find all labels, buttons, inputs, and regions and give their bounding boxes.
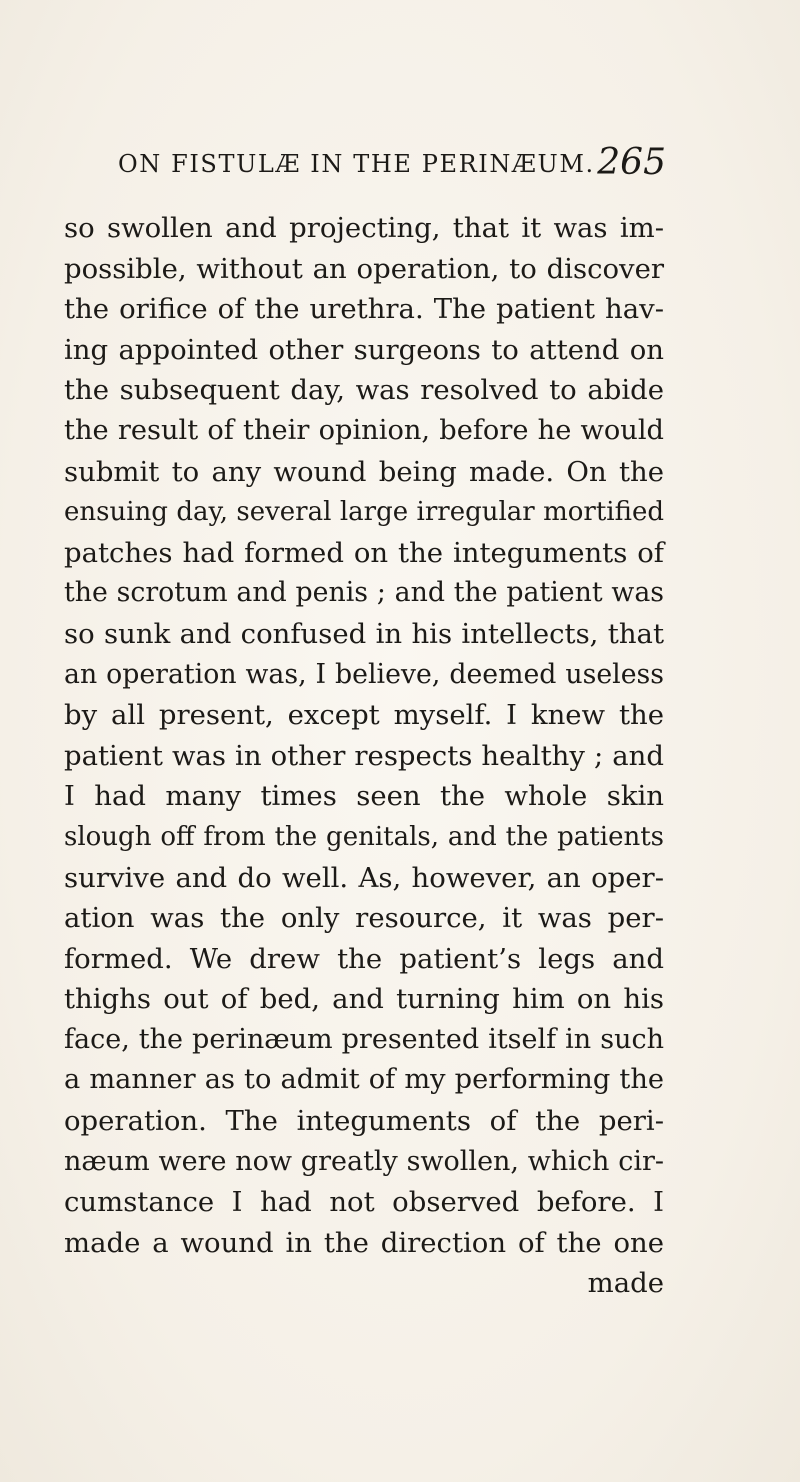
text-line: næum were now greatly swollen, which cir- xyxy=(64,1145,664,1177)
text-line: face, the perinæum presented itself in such xyxy=(64,1023,664,1055)
text-line: so sunk and confused in his intellects, that xyxy=(64,617,664,650)
body-text xyxy=(64,208,664,1304)
text-line: operation. The integuments of the peri- xyxy=(64,1105,664,1138)
text-line: by all present, except myself. I knew the xyxy=(64,699,664,732)
catchword: made xyxy=(587,1267,664,1300)
text-line: I had many times seen the whole skin xyxy=(64,780,664,813)
text-line: the orifice of the urethra. The patient hav- xyxy=(64,293,664,326)
text-line: formed. We drew the patient’s legs and xyxy=(64,942,664,975)
text-line: cumstance I had not observed before. I xyxy=(64,1186,664,1219)
text-line: patches had formed on the integuments of xyxy=(64,536,664,569)
text-line: submit to any wound being made. On the xyxy=(64,455,664,488)
page-number: 265 xyxy=(597,142,666,183)
text-line: ing appointed other surgeons to attend on xyxy=(64,333,664,366)
text-line: a manner as to admit of my performing the xyxy=(64,1064,664,1096)
text-line: the subsequent day, was resolved to abide xyxy=(64,374,664,407)
page-header xyxy=(118,142,666,190)
text-line: the scrotum and penis ; and the patient was xyxy=(64,577,664,609)
text-line: so swollen and projecting, that it was im- xyxy=(64,212,664,244)
text-line: slough off from the genitals, and the patients xyxy=(64,821,664,852)
text-line: patient was in other respects healthy ; and xyxy=(64,739,664,772)
text-line: an operation was, I believe, deemed useless xyxy=(64,658,664,690)
text-line: the result of their opinion, before he would xyxy=(64,414,664,446)
text-line: made a wound in the direction of the one xyxy=(64,1226,664,1259)
text-line: ensuing day, several large irregular mortified xyxy=(64,497,664,528)
text-line: survive and do well. As, however, an oper- xyxy=(64,861,664,894)
text-line: thighs out of bed, and turning him on his xyxy=(64,983,664,1016)
text-line: ation was the only resource, it was per- xyxy=(64,902,664,935)
text-line: possible, without an operation, to discover xyxy=(64,252,664,285)
running-head: ON FISTULÆ IN THE PERINÆUM. xyxy=(118,150,595,178)
